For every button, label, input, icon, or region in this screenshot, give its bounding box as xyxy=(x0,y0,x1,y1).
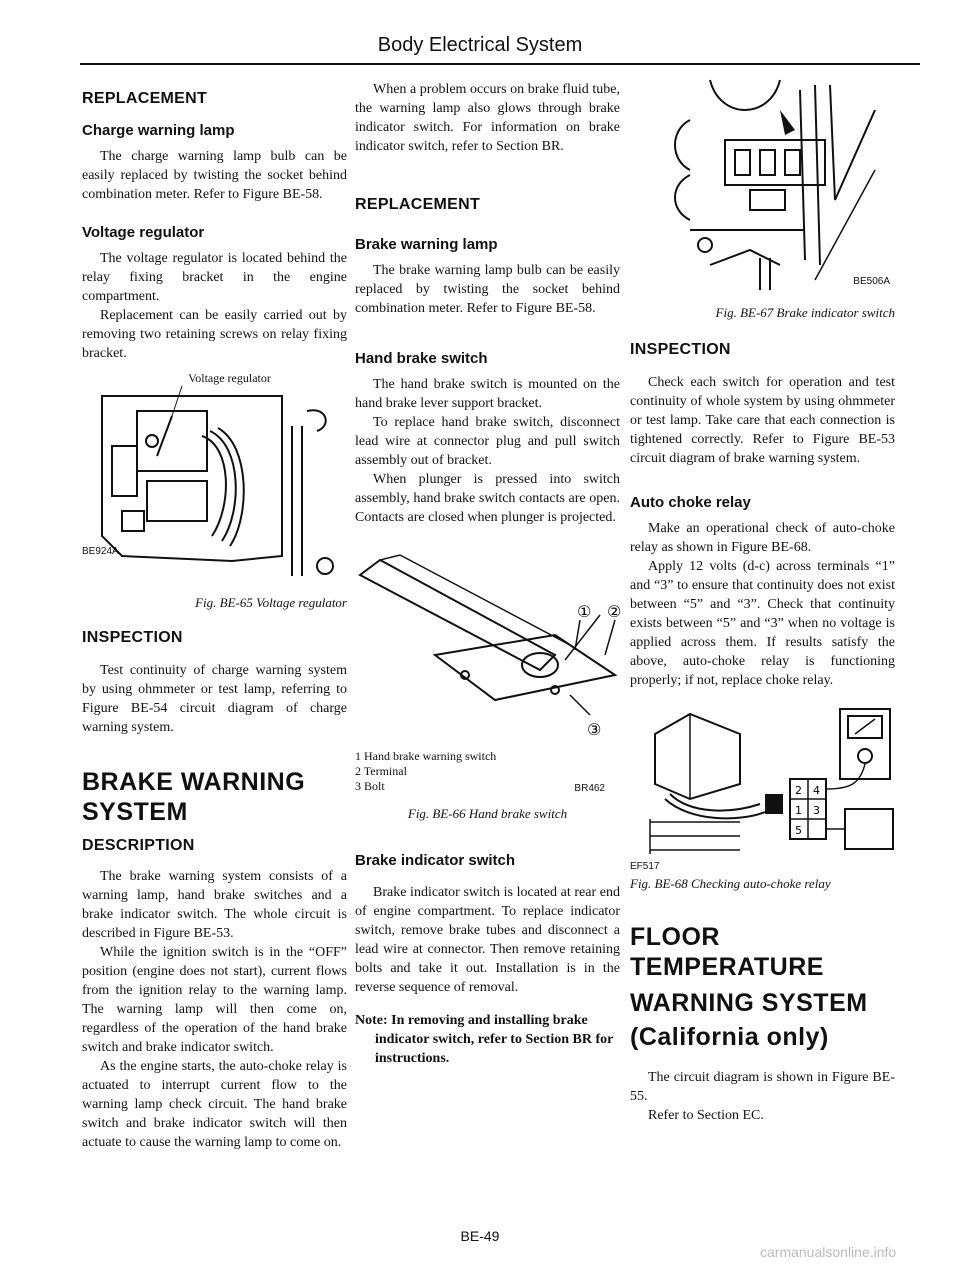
heading-floor-line-1: FLOOR xyxy=(630,923,720,951)
hand-brake-switch-illustration xyxy=(355,545,622,740)
heading-brake-line-2: SYSTEM xyxy=(82,798,188,826)
figure-be66-legend xyxy=(355,749,620,794)
heading-charge-warning-lamp: Charge warning lamp xyxy=(82,122,235,139)
para-auto-1: Make an operational check of auto-choke relay as shown in Figure BE-68. xyxy=(630,521,895,555)
figure-code-ef517: EF517 xyxy=(630,861,660,872)
para-desc-2: While the ignition switch is in the “OFF” position (engine does not start), current flows from the ignition relay to the warning lamp. The warning lamp will then come on, regardless of the operation of the hand brake switch and brake indicator switch. xyxy=(82,945,347,1055)
marker-3: ③ xyxy=(587,720,602,739)
voltage-regulator-illustration xyxy=(82,386,344,586)
auto-choke-relay-illustration xyxy=(630,704,900,854)
para-charge-lamp: The charge warning lamp bulb can be easily replaced by twisting the socket behind combination meter. Refer to Figure BE-58. xyxy=(82,149,347,202)
heading-auto-choke-relay: Auto choke relay xyxy=(630,494,751,511)
heading-replacement: REPLACEMENT xyxy=(82,90,208,107)
figure-code-be924a: BE924A xyxy=(82,546,119,557)
para-desc-3: As the engine starts, the auto-choke relay is actuated to interrupt current flow to the warning lamp check circuit. The hand brake switch and brake indicator switch will then actuate to cause the warning lamp to come on. xyxy=(82,1059,347,1150)
brake-indicator-switch-illustration xyxy=(630,80,900,290)
para-auto-2: Apply 12 volts (d-c) across terminals “1” and “3” to ensure that continuity does not exist between “5” and “3”. Check that continuity exists between “5” and “3” when no voltage is applied across them. If results satisfy the above, auto-choke relay is functioning properly; if not, replace choke relay. xyxy=(630,559,895,688)
heading-floor-line-2: TEMPERATURE xyxy=(630,953,824,981)
para-floor-1: The circuit diagram is shown in Figure BE-55. xyxy=(630,1070,895,1104)
para-hand-2: To replace hand brake switch, disconnect lead wire at connector plug and pull switch assembly out of bracket. xyxy=(355,415,620,468)
marker-2: ② xyxy=(607,602,622,621)
heading-floor-line-4: (California only) xyxy=(630,1023,829,1051)
terminal-5: 5 xyxy=(795,824,802,837)
marker-1: ① xyxy=(577,602,592,621)
heading-brake-warning-system xyxy=(82,767,347,827)
column-2 xyxy=(355,80,620,1068)
heading-brake-warning-lamp: Brake warning lamp xyxy=(355,236,498,253)
figure-be66 xyxy=(355,545,620,745)
heading-brake-indicator-switch: Brake indicator switch xyxy=(355,852,516,869)
para-intro: When a problem occurs on brake fluid tube, the warning lamp also glows through brake indicator switch. For information on brake indicator switch, refer to Section BR. xyxy=(355,82,620,154)
para-hand-1: The hand brake switch is mounted on the hand brake lever support bracket. xyxy=(355,377,620,411)
note-indicator: Note: In removing and installing brake indicator switch, refer to Section BR for instructions. xyxy=(355,1013,614,1066)
terminal-4: 4 xyxy=(813,784,820,797)
legend-item-3: 3 Bolt xyxy=(355,779,385,793)
page-header: Body Electrical System xyxy=(377,34,583,56)
page-number: BE-49 xyxy=(460,1228,500,1244)
terminal-2: 2 xyxy=(795,784,802,797)
caption-be67: Fig. BE-67 Brake indicator switch xyxy=(715,305,895,320)
heading-floor-temperature xyxy=(630,922,895,1052)
heading-inspection: INSPECTION xyxy=(82,629,183,646)
heading-replacement-2: REPLACEMENT xyxy=(355,196,481,213)
heading-description: DESCRIPTION xyxy=(82,837,195,854)
figure-be67 xyxy=(630,80,895,295)
watermark: carmanualsonline.info xyxy=(760,1244,897,1260)
legend-item-2: 2 Terminal xyxy=(355,764,407,778)
para-brake-lamp: The brake warning lamp bulb can be easily replaced by twisting the socket behind combination meter. Refer to Figure BE-58. xyxy=(355,263,620,316)
para-voltage-1: The voltage regulator is located behind the relay fixing bracket in the engine compartment. xyxy=(82,251,347,304)
figure-code-br462: BR462 xyxy=(574,783,605,794)
para-inspection-2: Check each switch for operation and test continuity of whole system by using ohmmeter or test lamp. Take care that each connection is tightened correctly. Refer to Figure BE-53 circuit diagram of brake warning system. xyxy=(630,375,895,466)
heading-floor-line-3: WARNING SYSTEM xyxy=(630,989,868,1017)
heading-brake-line-1: BRAKE WARNING xyxy=(82,768,306,796)
figure-be65 xyxy=(82,371,347,591)
legend-item-1: 1 Hand brake warning switch xyxy=(355,749,497,763)
figure-be68 xyxy=(630,704,895,872)
para-indicator: Brake indicator switch is located at rear end of engine compartment. To replace indicator switch, remove brake tubes and disconnect a lead wire at connector. Then remove retaining bolts and take it out. Installation is in the reverse sequence of removal. xyxy=(355,885,620,995)
column-1 xyxy=(82,80,347,1152)
heading-voltage-regulator: Voltage regulator xyxy=(82,224,205,241)
para-desc-1: The brake warning system consists of a warning lamp, hand brake switches and a brake indicator switch. The whole circuit is described in Figure BE-53. xyxy=(82,869,347,941)
caption-be68: Fig. BE-68 Checking auto-choke relay xyxy=(630,876,831,891)
para-inspection: Test continuity of charge warning system by using ohmmeter or test lamp, referring to Figure BE-54 circuit diagram of charge warning system. xyxy=(82,663,347,735)
caption-be66: Fig. BE-66 Hand brake switch xyxy=(407,806,568,821)
figure-label-voltage-regulator: Voltage regulator xyxy=(188,371,271,385)
terminal-3: 3 xyxy=(813,804,820,817)
heading-hand-brake-switch: Hand brake switch xyxy=(355,350,488,367)
caption-be65: Fig. BE-65 Voltage regulator xyxy=(195,595,347,610)
terminal-1: 1 xyxy=(795,804,802,817)
column-3 xyxy=(630,80,895,1125)
figure-code-be506a: BE506A xyxy=(853,276,890,287)
heading-inspection-2: INSPECTION xyxy=(630,341,731,358)
header-rule xyxy=(80,63,920,65)
para-floor-2: Refer to Section EC. xyxy=(648,1108,764,1123)
para-voltage-2: Replacement can be easily carried out by removing two retaining screws on relay fixing bracket. xyxy=(82,308,347,361)
para-hand-3: When plunger is pressed into switch assembly, hand brake switch contacts are open. Contacts are closed when plunger is projected. xyxy=(355,472,620,525)
